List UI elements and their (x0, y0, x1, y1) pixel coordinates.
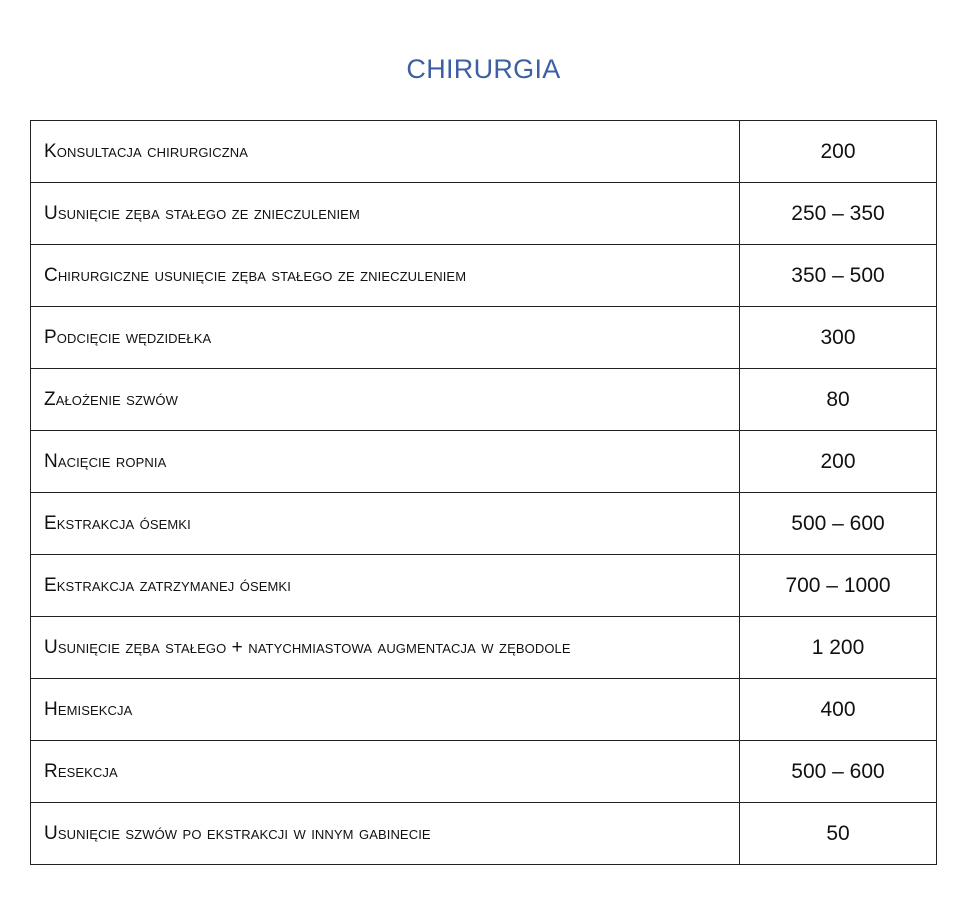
service-name: Ekstrakcja ósemki (31, 493, 740, 555)
table-row (31, 555, 937, 617)
service-name: Ekstrakcja zatrzymanej ósemki (31, 555, 740, 617)
service-name: Podcięcie wędzidełka (31, 307, 740, 369)
service-price: 80 (740, 369, 937, 431)
table-row (31, 245, 937, 307)
price-table-body (31, 121, 937, 865)
service-price: 200 (740, 121, 937, 183)
table-row (31, 679, 937, 741)
table-row (31, 121, 937, 183)
service-name: Resekcja (31, 741, 740, 803)
table-row (31, 803, 937, 865)
service-price: 50 (740, 803, 937, 865)
service-name: Nacięcie ropnia (31, 431, 740, 493)
service-name: Usunięcie zęba stałego ze znieczuleniem (31, 183, 740, 245)
service-price: 500 – 600 (740, 741, 937, 803)
service-name: Założenie szwów (31, 369, 740, 431)
table-row (31, 741, 937, 803)
price-table (30, 120, 937, 865)
service-price: 700 – 1000 (740, 555, 937, 617)
table-row (31, 307, 937, 369)
service-name: Konsultacja chirurgiczna (31, 121, 740, 183)
table-row (31, 493, 937, 555)
service-price: 500 – 600 (740, 493, 937, 555)
table-row (31, 431, 937, 493)
table-row (31, 617, 937, 679)
service-price: 250 – 350 (740, 183, 937, 245)
service-name: Usunięcie zęba stałego + natychmiastowa augmentacja w zębodole (31, 617, 740, 679)
service-price: 400 (740, 679, 937, 741)
service-name: Hemisekcja (31, 679, 740, 741)
service-price: 300 (740, 307, 937, 369)
service-price: 350 – 500 (740, 245, 937, 307)
page-title: CHIRURGIA (406, 54, 561, 85)
service-name: Chirurgiczne usunięcie zęba stałego ze znieczuleniem (31, 245, 740, 307)
service-price: 1 200 (740, 617, 937, 679)
table-row (31, 183, 937, 245)
service-name: Usunięcie szwów po ekstrakcji w innym gabinecie (31, 803, 740, 865)
table-row (31, 369, 937, 431)
service-price: 200 (740, 431, 937, 493)
